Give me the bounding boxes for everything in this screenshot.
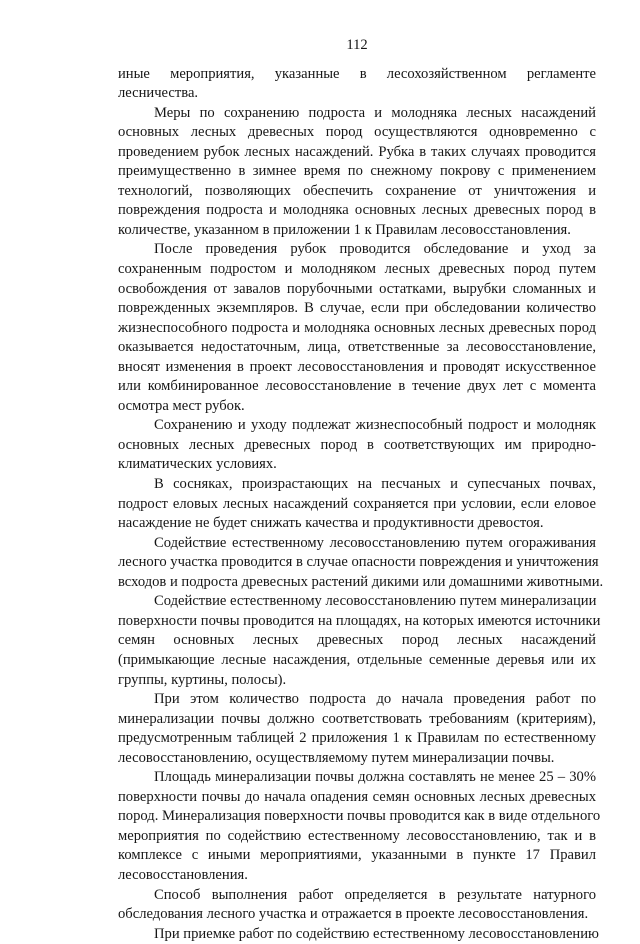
text-line: (примыкающие лесные насаждения, отдельные семенные деревья или их: [118, 651, 596, 668]
text-line: Сохранению и уходу подлежат жизнеспособный подрост и молодняк: [154, 417, 596, 434]
paragraph: [118, 65, 596, 104]
text-line: климатических условиях.: [118, 456, 277, 473]
text-line: предусмотренным таблицей 2 приложения 1 к Правилам по естественному: [118, 730, 596, 747]
text-line: повреждения подроста и молодняка основных лесных древесных пород в: [118, 202, 596, 219]
text-line: комплексе с иными мероприятиями, указанными в пункте 17 Правил: [118, 847, 596, 864]
paragraph: [118, 534, 604, 593]
text-line: всходов и подроста древесных растений дикими или домашними животными.: [118, 573, 604, 590]
text-line: проведением рубок лесных насаждений. Рубка в таких случаях проводится: [118, 143, 596, 160]
page-number: 112: [346, 37, 368, 53]
text-line: технологий, позволяющих обеспечить сохранение от уничтожения и: [118, 182, 596, 199]
text-line: поврежденных экземпляров. В случае, если при обследовании количество: [118, 300, 596, 317]
text-line: жизнеспособного подроста и молодняка основных лесных древесных пород: [118, 319, 596, 336]
text-line: лесовосстановления.: [118, 866, 248, 883]
paragraph: [118, 416, 596, 475]
document-page: [118, 36, 604, 944]
text-line: Меры по сохранению подроста и молодняка лесных насаждений: [154, 104, 596, 121]
document-body: [118, 65, 604, 944]
text-line: Способ выполнения работ определяется в результате натурного: [154, 886, 596, 903]
text-line: пород. Минерализация поверхности почвы проводится как в виде отдельного: [118, 808, 601, 825]
text-line: Содействие естественному лесовосстановлению путем огораживания: [154, 534, 596, 551]
paragraph: [118, 925, 599, 944]
text-line: обследования лесного участка и отражается в проекте лесовосстановления.: [118, 906, 589, 923]
text-line: При приемке работ по содействию естественному лесовосстановлению: [154, 925, 599, 942]
text-line: вносят изменения в проект лесовосстановления и проводят искусственное: [118, 358, 596, 375]
text-line: или комбинированное лесовосстановление в течение двух лет с момента: [118, 378, 596, 395]
text-line: лесовосстановлению, осуществляемому путем минерализации почвы.: [118, 749, 555, 766]
text-line: поверхности почвы проводится на площадях, на которых имеются источники: [118, 612, 601, 629]
text-line: сохраненным подростом и молодняком лесных древесных пород путем: [118, 261, 596, 278]
text-line: освобождения от завалов порубочными остатками, вырубки сломанных и: [118, 280, 596, 297]
text-line: мероприятия по содействию естественному лесовосстановлению, так и в: [118, 827, 596, 844]
text-line: группы, куртины, полосы).: [118, 671, 287, 688]
text-line: поверхности почвы до начала опадения семян основных лесных древесных: [118, 788, 596, 805]
text-line: количестве, указанном в приложении 1 к Правилам лесовосстановления.: [118, 221, 571, 238]
text-line: семян основных лесных древесных пород лесных насаждений: [118, 632, 596, 649]
text-line: Площадь минерализации почвы должна составлять не менее 25 – 30%: [154, 769, 596, 786]
paragraph: [118, 592, 601, 690]
paragraph: [118, 768, 601, 885]
text-line: основных лесных древесных пород осуществляются одновременно с: [118, 124, 596, 141]
text-line: преимущественно в зимнее время по снежному покрову с применением: [118, 163, 596, 180]
text-line: основных лесных древесных пород в соответствующих им природно-: [118, 436, 596, 453]
text-line: После проведения рубок проводится обследование и уход за: [154, 241, 596, 258]
paragraph: [118, 240, 596, 416]
text-line: насаждение не будет снижать качества и продуктивности древостоя.: [118, 515, 544, 532]
paragraph: [118, 690, 596, 768]
text-line: иные мероприятия, указанные в лесохозяйственном регламенте: [118, 65, 596, 82]
text-line: Содействие естественному лесовосстановлению путем минерализации: [154, 593, 597, 610]
text-line: лесничества.: [118, 85, 199, 102]
paragraph: [118, 475, 596, 534]
text-line: минерализации почвы должно соответствовать требованиям (критериям),: [118, 710, 596, 727]
text-line: осмотра мест рубок.: [118, 397, 245, 414]
paragraph: [118, 886, 596, 925]
paragraph: [118, 104, 596, 241]
text-line: В сосняках, произрастающих на песчаных и супесчаных почвах,: [154, 476, 596, 493]
text-line: При этом количество подроста до начала проведения работ по: [154, 691, 596, 708]
text-line: лесного участка проводится в случае опасности повреждения и уничтожения: [118, 554, 599, 571]
text-line: подрост еловых лесных насаждений сохраняется при условии, если еловое: [118, 495, 596, 512]
text-line: оказывается недостаточным, лица, ответственные за лесовосстановление,: [118, 339, 596, 356]
